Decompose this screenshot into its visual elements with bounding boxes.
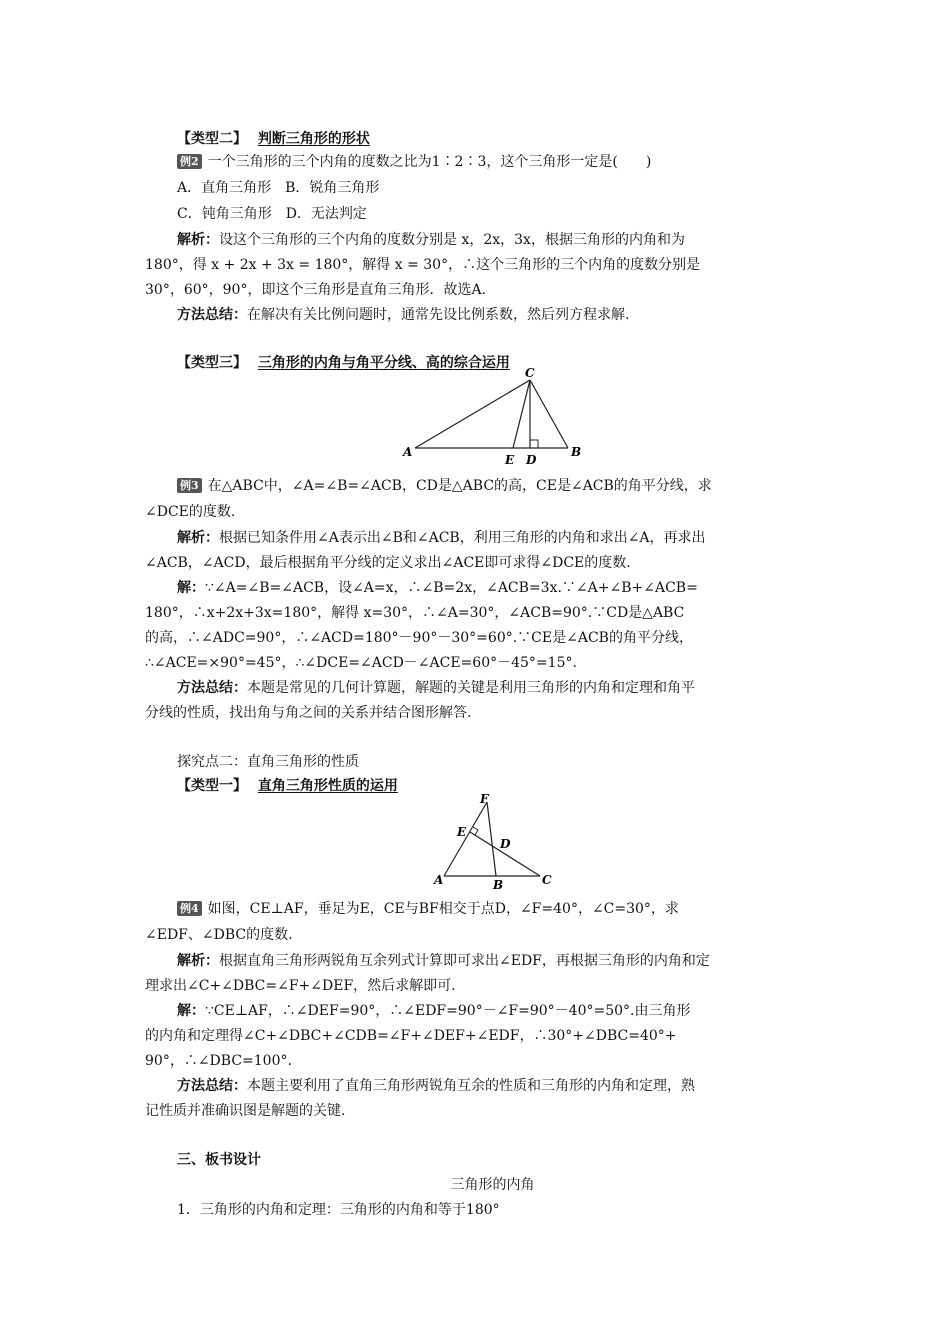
label-f: F — [480, 794, 489, 806]
analysis-line: ∠ACB，∠ACD，最后根据角平分线的定义求出∠ACE即可求得∠DCE的度数. — [145, 555, 631, 571]
example-question: 例2 一个三角形的三个内角的度数之比为1∶2∶3，这个三角形一定是( ) — [177, 152, 651, 172]
label-b: B — [571, 445, 582, 459]
method-summary: 方法总结：本题是常见的几何计算题，解题的关键是利用三角形的内角和定理和角平 — [177, 680, 695, 696]
analysis-paragraph: 解析：根据已知条件用∠A表示出∠B和∠ACB，利用三角形的内角和求出∠A，再求出 — [177, 530, 706, 546]
method-line: 记性质并准确识图是解题的关键. — [145, 1103, 346, 1119]
example-tag: 例3 — [177, 478, 202, 493]
heading-bracket: 【类型二】 — [177, 131, 247, 147]
label-a: A — [403, 445, 413, 459]
section-heading-type1 — [177, 776, 398, 796]
solution-paragraph: 解：∵CE⊥AF，∴∠DEF=90°，∴∠EDF=90°－∠F=90°－40°=50°.由三角形 — [177, 1003, 691, 1019]
solution-line: 90°，∴∠DBC=100°. — [145, 1053, 292, 1069]
solution-line: 的内角和定理得∠C+∠DBC+∠CDB=∠F+∠DEF+∠EDF，∴30°+∠DBC=40°+ — [145, 1028, 677, 1044]
label-b: B — [493, 878, 504, 892]
solution-label: 解： — [177, 580, 205, 596]
solution-label: 解： — [177, 1003, 205, 1019]
board-center-title: 三角形的内角 — [450, 1177, 535, 1193]
example-tag: 例4 — [177, 901, 202, 916]
segment-ce — [513, 380, 530, 448]
option-line-c-d: C．钝角三角形 D．无法判定 — [177, 206, 367, 222]
label-e: E — [505, 453, 515, 467]
topic-title: 探究点二：直角三角形的性质 — [177, 754, 359, 770]
method-line: 分线的性质，找出角与角之间的关系并结合图形解答. — [145, 705, 472, 721]
segment-ac — [415, 380, 530, 448]
analysis-label: 解析： — [177, 953, 219, 969]
question-line: ∠DCE的度数. — [145, 504, 236, 520]
analysis-line: 理求出∠C+∠DBC=∠F+∠DEF，然后求解即可. — [145, 978, 456, 994]
label-c: C — [525, 368, 535, 380]
solution-paragraph: 解：∵∠A=∠B=∠ACB，设∠A=x，∴∠B=2x，∠ACB=3x.∵∠A+∠B+∠ACB= — [177, 580, 698, 596]
analysis-line: 180°，得 x + 2x + 3x = 180°，解得 x = 30°，∴这个三角形的三个内角的度数分别是 — [145, 257, 701, 273]
analysis-paragraph: 解析：设这个三角形的三个内角的度数分别是 x，2x，3x，根据三角形的内角和为 — [177, 232, 685, 248]
label-d: D — [526, 453, 537, 467]
analysis-paragraph: 解析：根据直角三角形两锐角互余列式计算即可求出∠EDF，再根据三角形的内角和定 — [177, 953, 710, 969]
heading-bracket: 【类型一】 — [177, 778, 247, 794]
question-line: ∠EDF、∠DBC的度数. — [145, 927, 293, 943]
heading-title: 直角三角形性质的运用 — [257, 778, 398, 794]
label-e: E — [457, 825, 467, 839]
triangle-abc-figure — [395, 368, 595, 472]
analysis-label: 解析： — [177, 232, 219, 248]
label-d: D — [500, 837, 511, 851]
example-tag: 例2 — [177, 154, 202, 169]
section-heading-type2 — [177, 129, 370, 149]
heading-title: 判断三角形的形状 — [257, 131, 370, 147]
analysis-line: 30°，60°，90°，即这个三角形是直角三角形．故选A. — [145, 282, 487, 298]
method-summary: 方法总结：在解决有关比例问题时，通常先设比例系数，然后列方程求解. — [177, 307, 630, 323]
board-item-1: 1．三角形的内角和定理：三角形的内角和等于180° — [177, 1202, 500, 1218]
right-angle-mark — [530, 440, 538, 448]
label-a: A — [434, 873, 444, 887]
heading-title: 三角形的内角与角平分线、高的综合运用 — [257, 355, 510, 371]
method-label: 方法总结： — [177, 307, 247, 323]
solution-line: 180°，∴x+2x+3x=180°，解得 x=30°，∴∠A=30°，∠ACB=90°.∵CD是△ABC — [145, 605, 685, 621]
analysis-label: 解析： — [177, 530, 219, 546]
method-label: 方法总结： — [177, 1078, 247, 1094]
figure-afc — [430, 794, 565, 892]
method-summary: 方法总结：本题主要利用了直角三角形两锐角互余的性质和三角形的内角和定理，熟 — [177, 1078, 695, 1094]
option-line-a-b: A．直角三角形 B．锐角三角形 — [177, 180, 380, 196]
example-question: 例4 如图，CE⊥AF，垂足为E，CE与BF相交于点D，∠F=40°，∠C=30°，求 — [177, 899, 679, 919]
heading-bracket: 【类型三】 — [177, 355, 247, 371]
segment-fb — [487, 802, 496, 876]
label-c: C — [542, 873, 552, 887]
solution-line: 的高，∴∠ADC=90°，∴∠ACD=180°－90°－30°=60°.∵CE是∠ACB的角平分线， — [145, 630, 693, 646]
method-label: 方法总结： — [177, 680, 247, 696]
example-question: 例3 在△ABC中，∠A=∠B=∠ACB，CD是△ABC的高，CE是∠ACB的角平分线，求 — [177, 476, 712, 496]
board-design-heading: 三、板书设计 — [177, 1152, 261, 1168]
segment-bc — [530, 380, 568, 448]
solution-line: ∴∠ACE=×90°=45°，∴∠DCE=∠ACD－∠ACE=60°－45°=15°. — [145, 655, 577, 671]
